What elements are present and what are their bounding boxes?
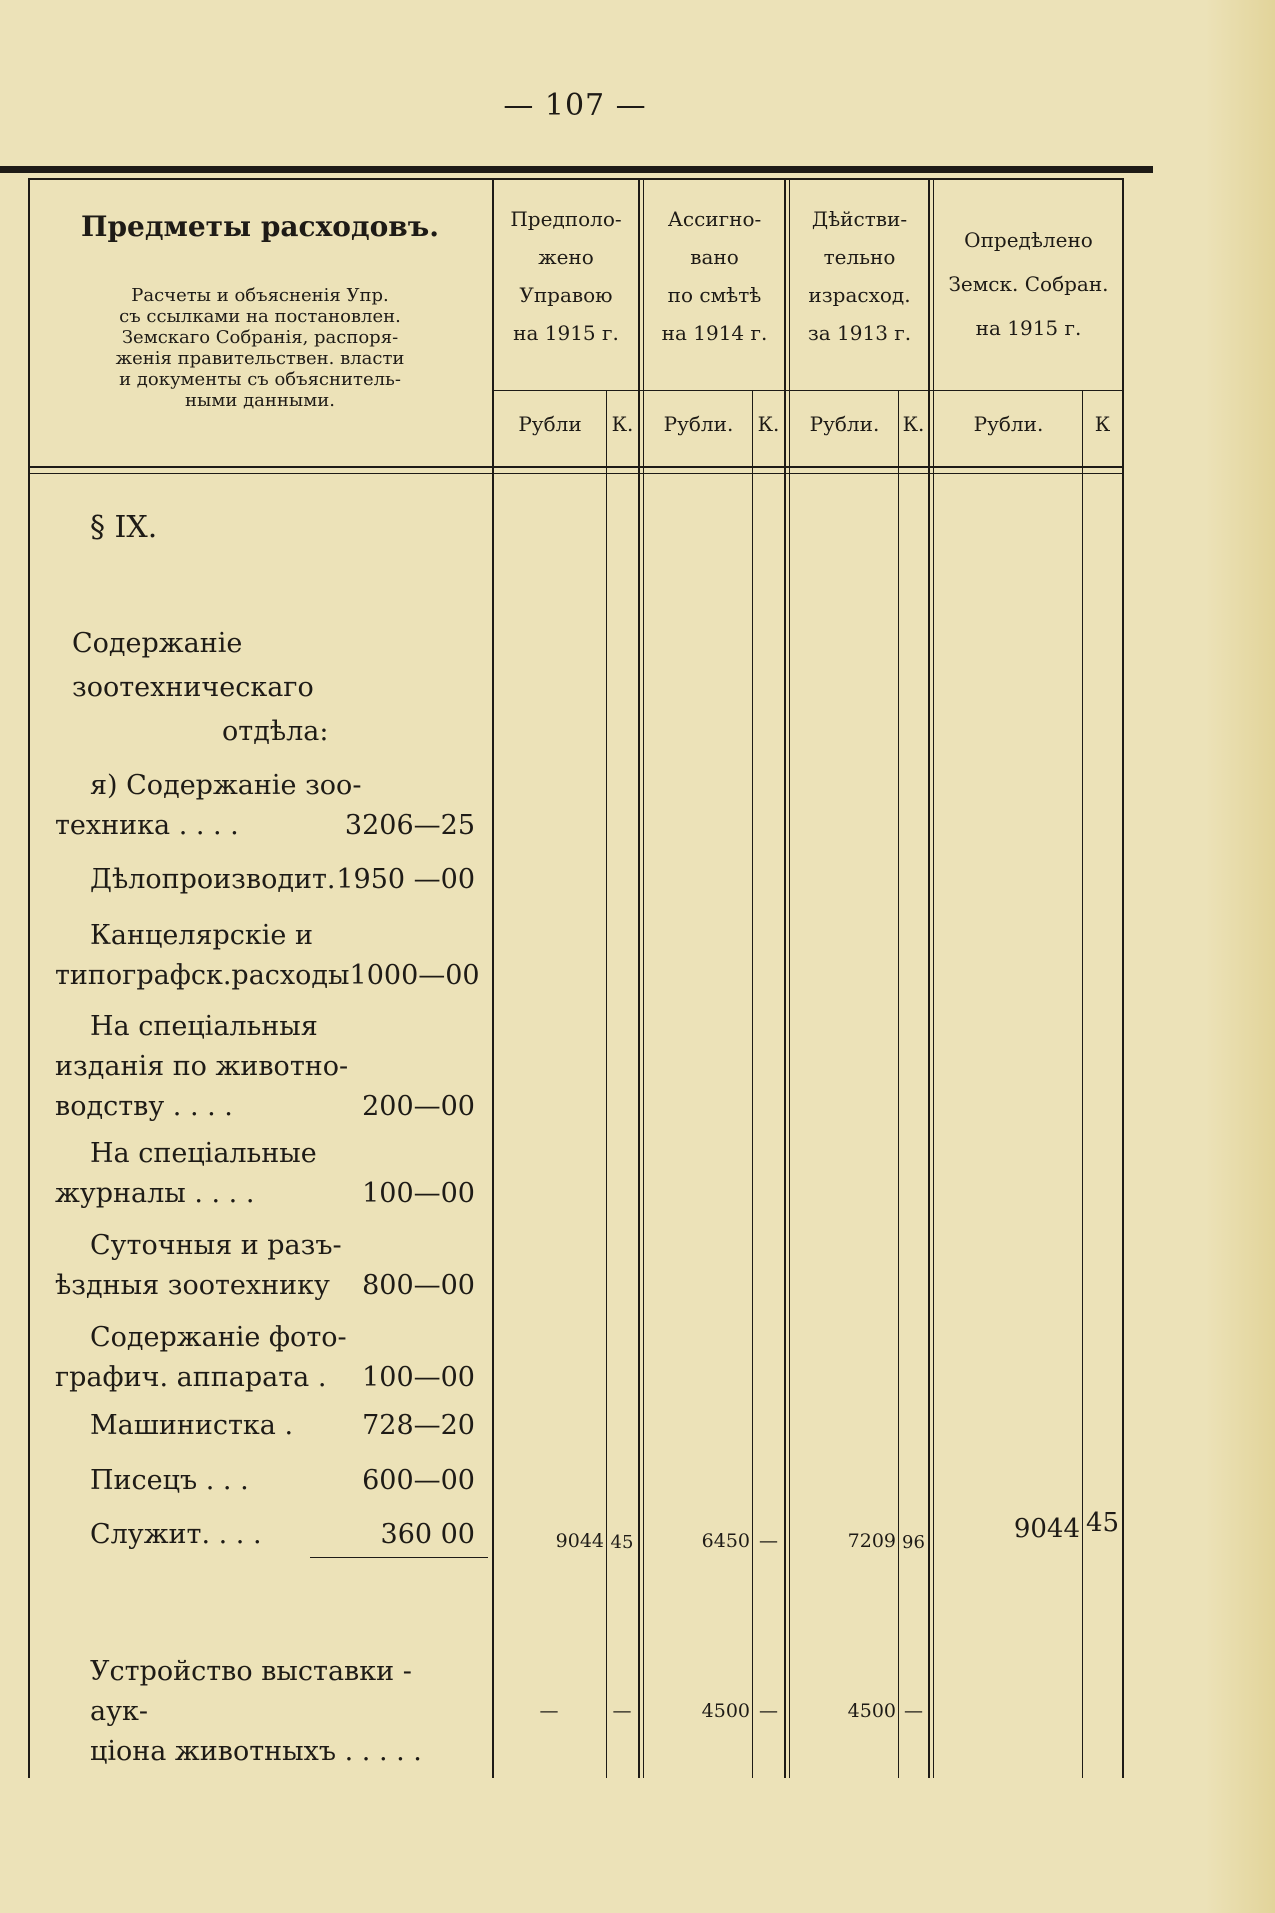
col-divider-2b: [643, 178, 644, 1778]
line-item: На спеціальныя изданія по животно- водству . . . . 200—00: [55, 1007, 475, 1127]
subheader-kop: К.: [757, 412, 780, 436]
item-amount: 100—00: [362, 1178, 475, 1209]
total-proposed-rub: 9044: [555, 1530, 604, 1552]
section-title: Содержаніе зоотехническаго отдѣла:: [72, 628, 329, 747]
total-proposed-kop: 45: [610, 1532, 634, 1553]
frame-left: [28, 178, 30, 1778]
frame-right: [1122, 178, 1124, 1778]
exhibition-item: Устройство выставки - аук- ціона животныхъ . . . . .: [90, 1656, 422, 1767]
subheader-rub: Рубли.: [663, 412, 734, 436]
line-item: Канцелярскіе и типографск.расходы 1000—00: [55, 916, 475, 996]
subtitle-line: съ ссылками на постановлен.: [119, 306, 401, 327]
page-number: — 107 —: [503, 88, 647, 123]
header-title: Предметы расходовъ.: [81, 210, 439, 243]
col-divider-3: [784, 178, 786, 1778]
subheader-rub: Рубли.: [973, 412, 1044, 436]
sum-underline: [310, 1557, 488, 1558]
subtitle-line: Земскаго Собранія, распоря-: [121, 327, 399, 348]
kop-divider-4: [1082, 390, 1083, 1778]
subtitle-line: женія правительствен. власти: [115, 348, 405, 369]
top-heavy-rule: [0, 166, 1153, 173]
exhibition-spent-rub: 4500: [847, 1700, 896, 1722]
subtitle-line: Расчеты и объясненія Упр.: [131, 285, 389, 306]
column-header-proposed: Предполо- жено Управою на 1915 г.: [510, 207, 622, 345]
subheader-rule: [492, 390, 1124, 391]
total-determined-kop: 45: [1085, 1508, 1120, 1538]
col-divider-3b: [789, 178, 790, 1778]
item-amount: 1000—00: [349, 960, 480, 991]
header-bottom-rule-2: [28, 473, 1124, 474]
item-amount: 1950 —00: [336, 864, 475, 895]
line-item: На спеціальные журналы . . . . 100—00: [55, 1134, 475, 1214]
line-item: Писецъ . . . 600—00: [55, 1461, 475, 1501]
kop-divider-3: [898, 390, 899, 1778]
paragraph-number: § IX.: [90, 510, 158, 545]
line-item: Машинистка . 728—20: [55, 1406, 475, 1446]
column-header-assigned: Ассигно- вано по смѣтѣ на 1914 г.: [661, 207, 768, 345]
line-item: я) Содержаніе зоо- техника . . . . 3206—25: [55, 766, 475, 846]
subtitle-line: и документы съ объяснитель-: [119, 369, 401, 390]
total-assigned-rub: 6450: [701, 1530, 750, 1552]
kop-divider-1: [606, 390, 607, 1778]
line-item: Дѣлопроизводит. 1950 —00: [55, 860, 475, 900]
subheader-kop: К.: [611, 412, 634, 436]
exhibition-proposed-kop: —: [612, 1700, 632, 1722]
header-bottom-rule: [28, 466, 1124, 468]
kop-divider-2: [752, 390, 753, 1778]
total-determined-rub: 9044: [1013, 1514, 1080, 1544]
col-divider-2: [638, 178, 640, 1778]
column-header-determined: Опредѣлено Земск. Собран. на 1915 г.: [948, 228, 1109, 340]
col-divider-4: [928, 178, 930, 1778]
item-amount: 728—20: [362, 1410, 475, 1441]
line-item: Служит. . . . 360 00: [55, 1515, 475, 1555]
exhibition-proposed-rub: —: [539, 1700, 559, 1722]
total-spent-rub: 7209: [847, 1530, 896, 1552]
item-amount: 800—00: [362, 1270, 475, 1301]
line-item: Суточныя и разъ- ѣздныя зоотехнику 800—00: [55, 1226, 475, 1306]
exhibition-assigned-rub: 4500: [701, 1700, 750, 1722]
line-item: Содержаніе фото- графич. аппарата . 100—00: [55, 1318, 475, 1398]
header-top-rule: [28, 178, 1124, 180]
item-amount: 360 00: [380, 1519, 475, 1550]
item-amount: 200—00: [362, 1091, 475, 1122]
col-divider-4b: [933, 178, 934, 1778]
exhibition-assigned-kop: —: [759, 1700, 778, 1722]
subheader-kop: К.: [902, 412, 925, 436]
item-amount: 100—00: [362, 1362, 475, 1393]
subheader-rub: Рубли.: [809, 412, 880, 436]
exhibition-spent-kop: —: [904, 1700, 923, 1722]
total-assigned-kop: —: [759, 1530, 778, 1552]
page-edge-shading: [1205, 0, 1275, 1913]
subtitle-line: ными данными.: [185, 390, 335, 411]
total-spent-kop: 96: [902, 1532, 925, 1553]
item-amount: 3206—25: [344, 810, 475, 841]
column-header-spent: Дѣйстви- тельно израсход. за 1913 г.: [807, 207, 912, 345]
header-subtitle: [60, 285, 460, 411]
subheader-rub: Рубли: [518, 412, 582, 436]
item-amount: 600—00: [362, 1465, 475, 1496]
subheader-kop: К: [1094, 412, 1111, 436]
